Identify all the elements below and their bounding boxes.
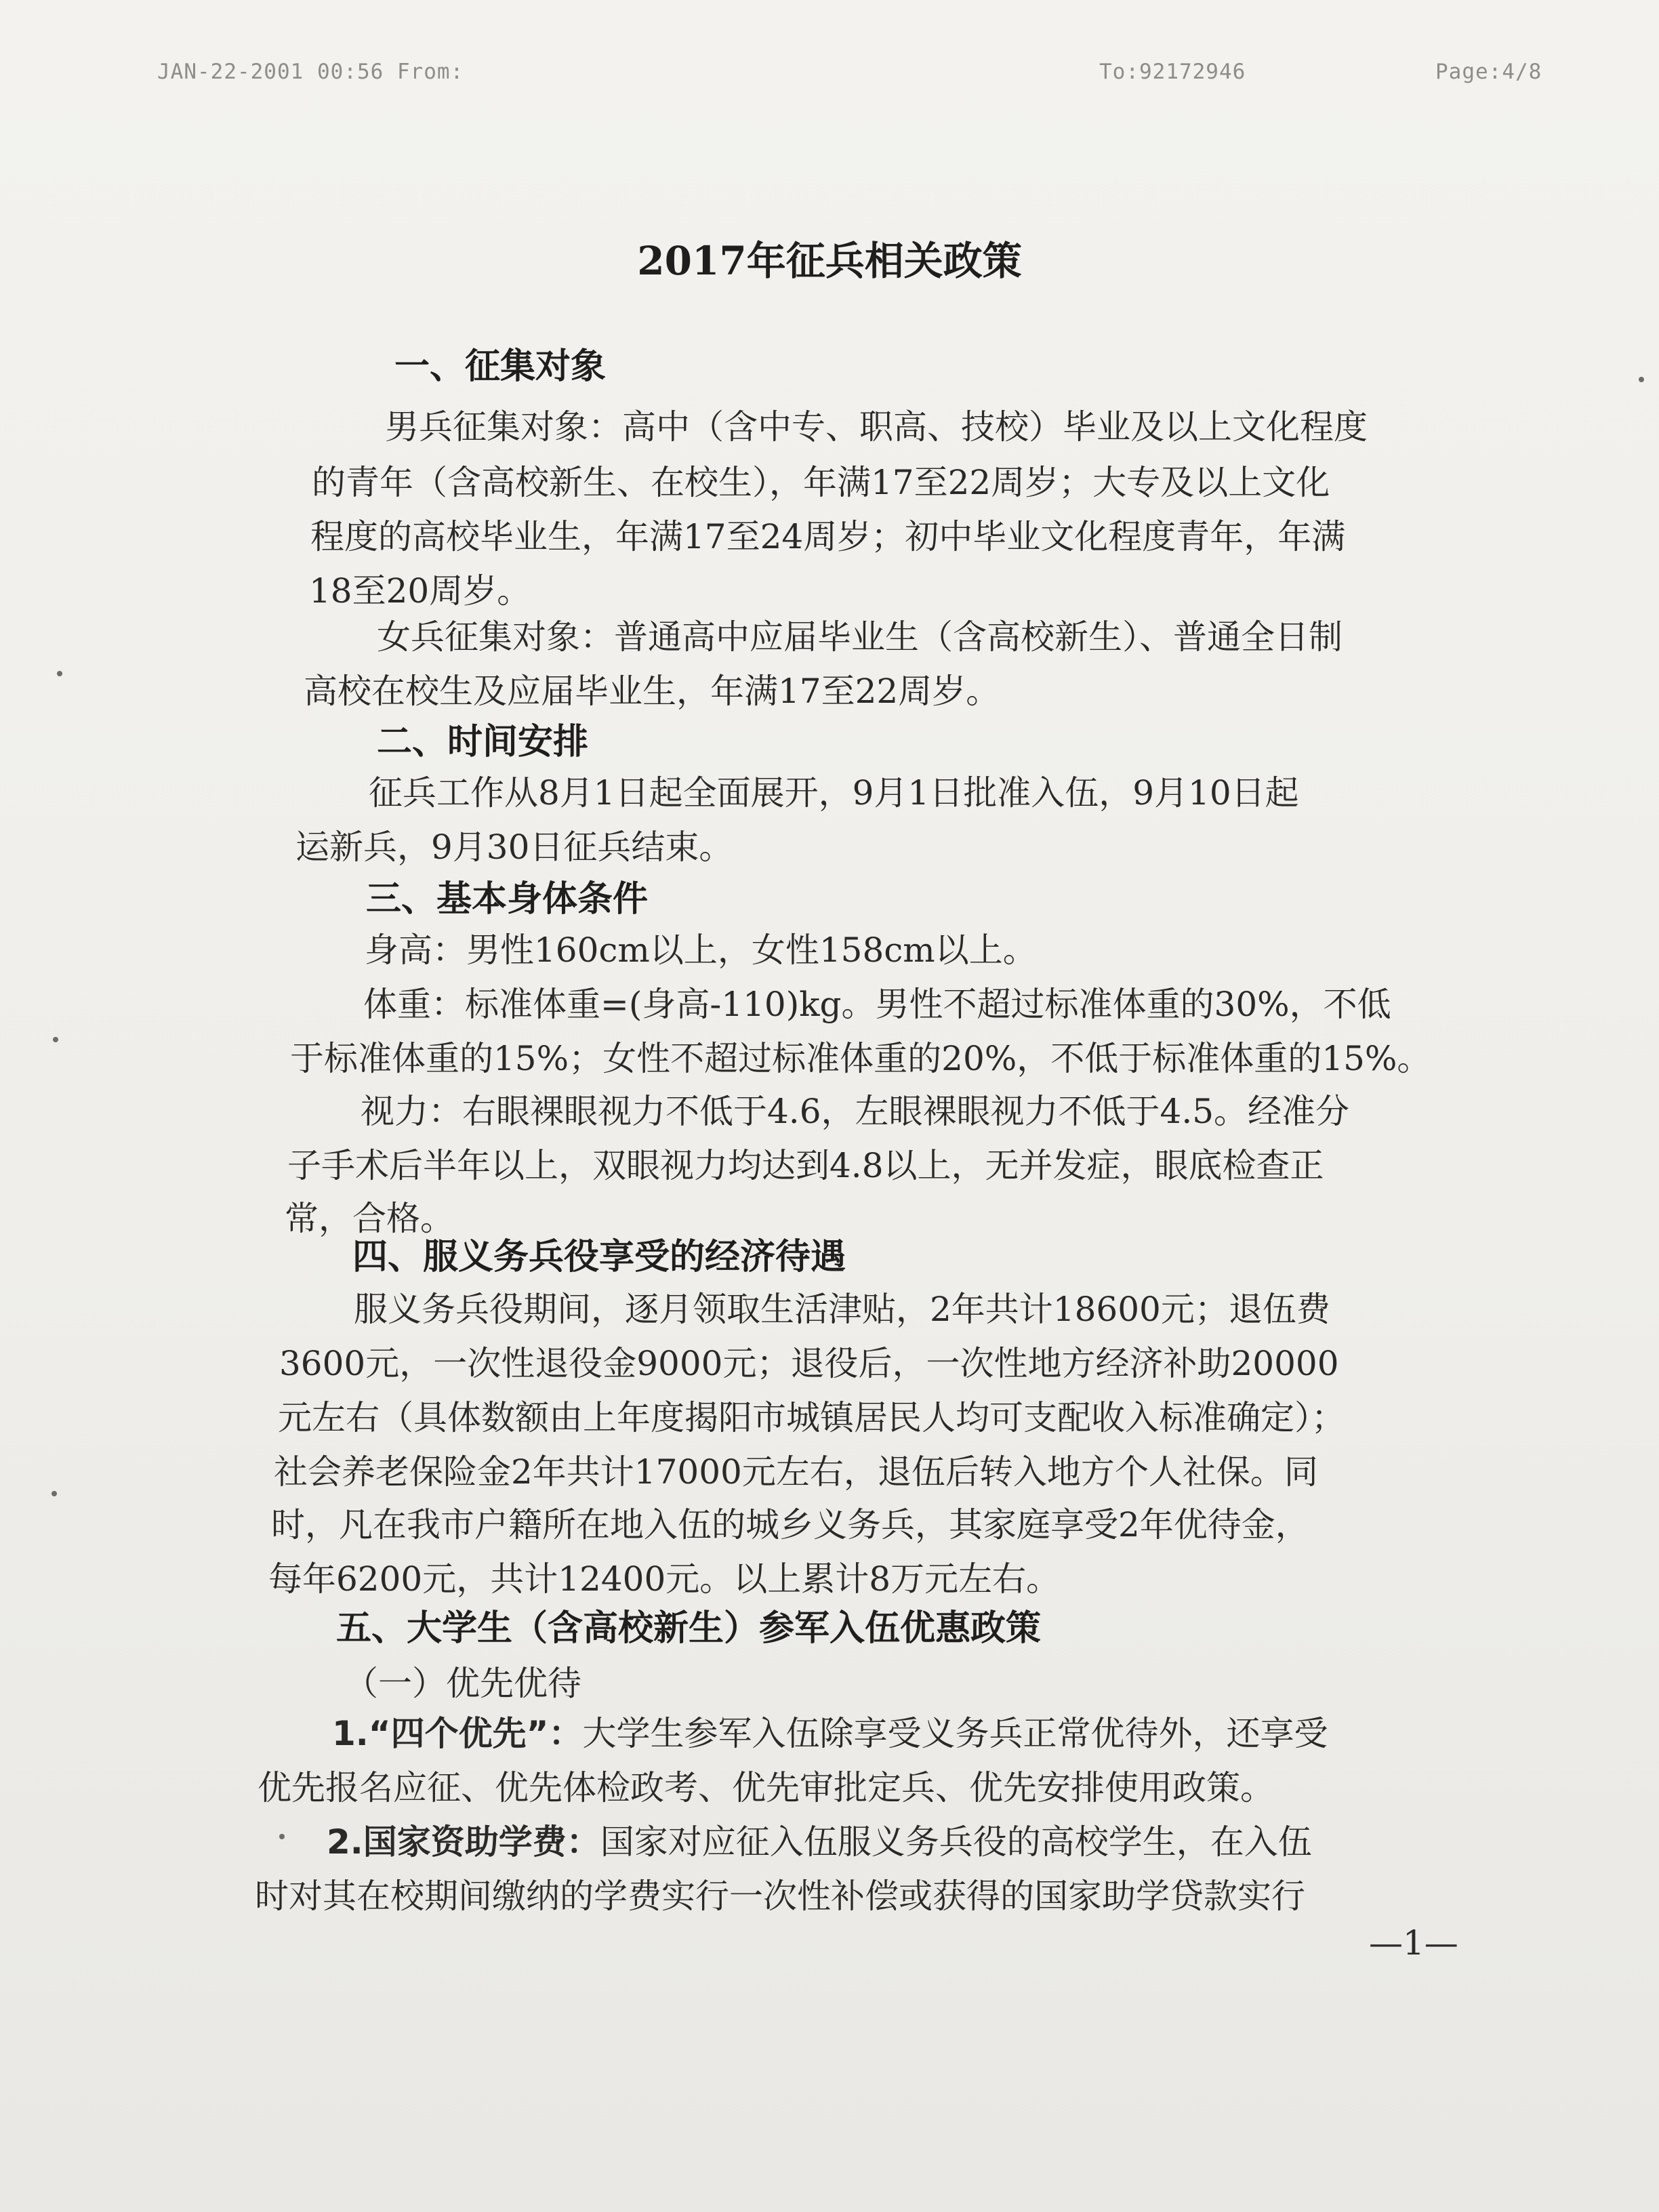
paragraph-line: 时，凡在我市户籍所在地入伍的城乡义务兵，其家庭享受2年优待金， — [271, 1505, 1309, 1544]
fax-header-recipient: To:92172946 — [1099, 60, 1246, 84]
paragraph-line: 社会养老保险金2年共计17000元左右，退伍后转入地方个人社保。同 — [274, 1452, 1318, 1492]
paragraph-line: 的青年（含高校新生、在校生），年满17至22周岁；大专及以上文化 — [312, 463, 1330, 502]
scan-speck — [53, 1037, 58, 1042]
paragraph-line: 服义务兵役期间，逐月领取生活津贴，2年共计18600元；退伍费 — [354, 1290, 1330, 1329]
scan-speck — [57, 671, 62, 676]
list-item-label: 1.“四个优先”： — [332, 1714, 583, 1753]
section-heading-recruitment-targets: 一、征集对象 — [394, 346, 607, 387]
paragraph-line: 身高：男性160cm以上，女性158cm以上。 — [365, 930, 1037, 970]
paragraph-line: 18至20周岁。 — [309, 571, 531, 611]
paragraph-line: 高校在校生及应届毕业生，年满17至22周岁。 — [304, 672, 1000, 711]
paragraph-line: 运新兵，9月30日征兵结束。 — [295, 827, 733, 867]
scan-speck — [279, 1834, 285, 1839]
subsection-heading-priority: （一）优先优待 — [344, 1664, 581, 1703]
paragraph-line: 时对其在校期间缴纳的学费实行一次性补偿或获得的国家助学贷款实行 — [255, 1877, 1305, 1916]
paragraph-line: 视力：右眼裸眼视力不低于4.6，左眼裸眼视力不低于4.5。经准分 — [361, 1092, 1350, 1131]
paragraph-line: 程度的高校毕业生，年满17至24周岁；初中毕业文化程度青年，年满 — [310, 517, 1346, 556]
paragraph-line: 常，合格。 — [285, 1199, 454, 1238]
paragraph-line: 女兵征集对象：普通高中应届毕业生（含高校新生）、普通全日制 — [377, 617, 1343, 657]
list-item-text: 国家对应征入伍服义务兵役的高校学生，在入伍 — [600, 1822, 1312, 1862]
list-item-text: 大学生参军入伍除享受义务兵正常优待外，还享受 — [582, 1714, 1328, 1753]
fax-header-page: Page:4/8 — [1435, 60, 1542, 84]
section-heading-student-policies: 五、大学生（含高校新生）参军入伍优惠政策 — [336, 1608, 1042, 1649]
paragraph-line: 于标准体重的15%；女性不超过标准体重的20%，不低于标准体重的15%。 — [290, 1039, 1431, 1078]
scan-speck — [52, 1491, 57, 1496]
list-item — [332, 1706, 1328, 1755]
paragraph-line: 子手术后半年以上，双眼视力均达到4.8以上，无并发症，眼底检查正 — [287, 1146, 1324, 1185]
scan-speck — [1639, 377, 1644, 382]
list-item — [327, 1815, 1312, 1864]
paragraph-line: 每年6200元，共计12400元。以上累计8万元左右。 — [268, 1559, 1061, 1599]
page-number: —1— — [1369, 1923, 1458, 1963]
paragraph-line: 优先报名应征、优先体检政考、优先审批定兵、优先安排使用政策。 — [258, 1768, 1274, 1807]
list-item-label: 2.国家资助学费： — [327, 1822, 600, 1862]
paragraph-line: 男兵征集对象：高中（含中专、职高、技校）毕业及以上文化程度 — [385, 407, 1368, 447]
paragraph-line: 征兵工作从8月1日起全面展开，9月1日批准入伍，9月10日起 — [369, 773, 1299, 813]
section-heading-physical-requirements: 三、基本身体条件 — [366, 879, 649, 920]
paragraph-line: 3600元，一次性退役金9000元；退役后，一次性地方经济补助20000 — [279, 1344, 1339, 1383]
document-title: 2017年征兵相关政策 — [637, 238, 1022, 284]
section-heading-schedule: 二、时间安排 — [377, 722, 589, 762]
section-heading-economic-benefits: 四、服义务兵役享受的经济待遇 — [352, 1237, 846, 1277]
paragraph-line: 体重：标准体重=(身高-110)kg。男性不超过标准体重的30%，不低 — [363, 985, 1391, 1024]
paragraph-line: 元左右（具体数额由上年度揭阳市城镇居民人均可支配收入标准确定）； — [278, 1398, 1345, 1437]
fax-header-sender: JAN-22-2001 00:56 From: — [157, 60, 464, 84]
